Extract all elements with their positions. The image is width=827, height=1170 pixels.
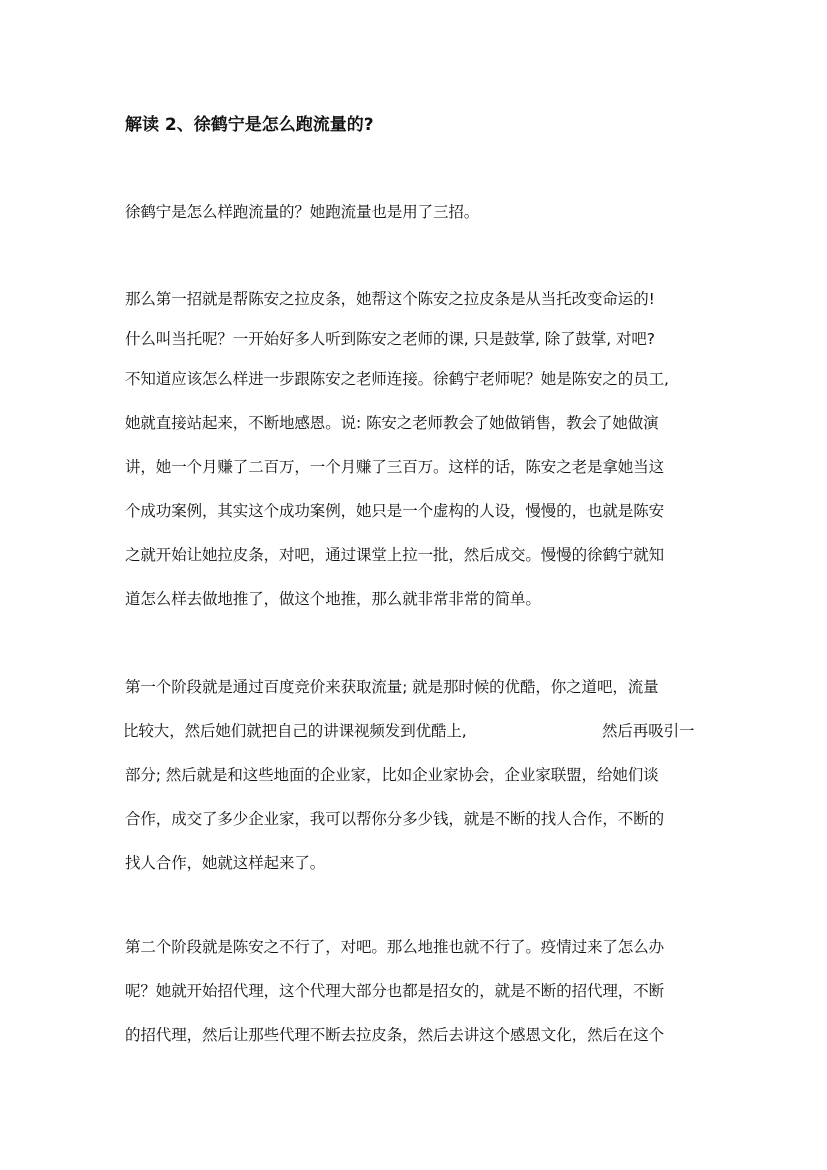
paragraph-line: 第二个阶段就是陈安之不行了，对吧。那么地推也就不行了。疫情过来了怎么办: [125, 938, 665, 956]
paragraph-line: 找人合作，她就这样起来了。: [125, 854, 326, 872]
paragraph-line: 个成功案例，其实这个成功案例，她只是一个虚构的人设，慢慢的，也就是陈安: [125, 502, 665, 520]
paragraph-line: 什么叫当托呢？一开始好多人听到陈安之老师的课, 只是鼓掌, 除了鼓掌, 对吧?: [125, 330, 655, 348]
paragraph-line: 合作，成交了多少企业家，我可以帮你分多少钱，就是不断的找人合作，不断的: [125, 810, 665, 828]
paragraph-line: 第一个阶段就是通过百度竞价来获取流量; 就是那时候的优酷，你之道吧，流量: [125, 678, 659, 696]
paragraph-line-left: 比较大，然后她们就把自己的讲课视频发到优酷上,: [123, 722, 467, 740]
paragraph-line: 她就直接站起来，不断地感恩。说: 陈安之老师教会了她做销售，教会了她做演: [125, 414, 659, 432]
paragraph-line: 之就开始让她拉皮条，对吧，通过课堂上拉一批，然后成交。慢慢的徐鹤宁就知: [125, 546, 665, 564]
paragraph-line-right: 然后再吸引一: [602, 722, 695, 740]
paragraph-line: 道怎么样去做地推了，做这个地推，那么就非常非常的简单。: [125, 590, 541, 608]
paragraph-line: 部分; 然后就是和这些地面的企业家，比如企业家协会，企业家联盟，给她们谈: [125, 766, 659, 784]
section-heading: 解读 2、徐鹤宁是怎么跑流量的?: [125, 115, 374, 135]
intro-line: 徐鹤宁是怎么样跑流量的？她跑流量也是用了三招。: [125, 203, 480, 221]
paragraph-line: 那么第一招就是帮陈安之拉皮条，她帮这个陈安之拉皮条是从当托改变命运的!: [125, 290, 655, 308]
paragraph-line: 讲，她一个月赚了二百万，一个月赚了三百万。这样的话，陈安之老是拿她当这: [125, 458, 665, 476]
paragraph-line: 的招代理，然后让那些代理不断去拉皮条，然后去讲这个感恩文化，然后在这个: [125, 1026, 665, 1044]
paragraph-line: 不知道应该怎么样进一步跟陈安之老师连接。徐鹤宁老师呢？她是陈安之的员工,: [125, 370, 669, 388]
paragraph-line: 呢？她就开始招代理，这个代理大部分也都是招女的，就是不断的招代理，不断: [125, 982, 665, 1000]
